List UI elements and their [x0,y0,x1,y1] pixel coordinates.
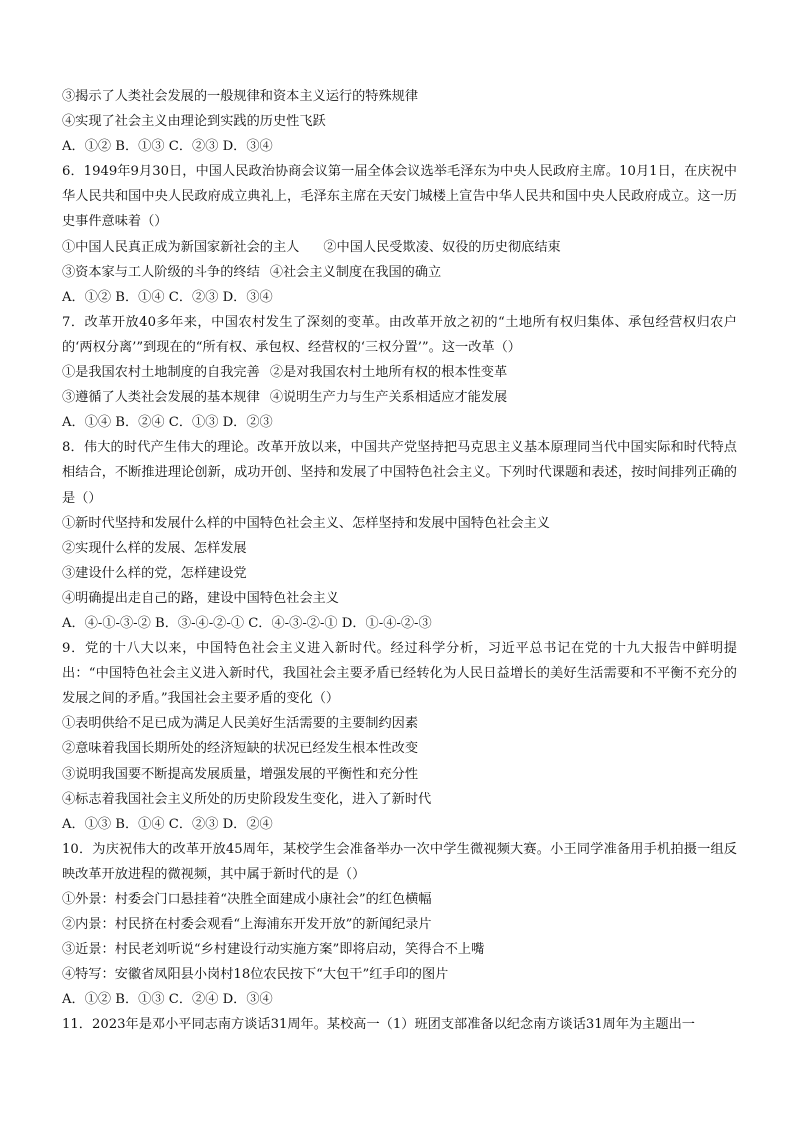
answer-choices: A．①③ B．①④ C．②③ D．②④ [62,816,273,832]
answer-choices: A．①④ B．②④ C．①③ D．②③ [62,415,273,431]
option-1: ①中国人民真正成为新国家新社会的主人 [62,239,300,255]
option-2: ②意味着我国长期所处的经济短缺的状况已经发生根本性改变 [62,741,419,757]
option-line: ③揭示了人类社会发展的一般规律和资本主义运行的特殊规律 [62,89,419,104]
answer-choices: A．①② B．①④ C．②③ D．③④ [62,289,273,305]
option-3: ③遵循了人类社会发展的基本规律 [62,390,260,406]
option-row [62,360,737,385]
option-3: ③近景：村民老刘听说“乡村建设行动实施方案”即将启动，笑得合不上嘴 [62,942,485,958]
option-1: ①表明供给不足已成为满足人民美好生活需要的主要制约因素 [62,716,419,732]
option-1: ①新时代坚持和发展什么样的中国特色社会主义、怎样坚持和发展中国特色社会主义 [62,515,550,531]
question-stem: 11．2023年是邓小平同志南方谈话31周年。某校高一（1）班团支部准备以纪念南方谈话31周年为主题出一 [62,1017,695,1033]
option-4: ④特写：安徽省凤阳县小岗村18位农民按下“大包干”红手印的图片 [62,967,449,983]
option-row [62,260,737,285]
option-line: ④实现了社会主义由理论到实践的历史性飞跃 [62,114,326,130]
option-3: ③资本家与工人阶级的斗争的终结 [62,264,260,280]
question-stem: 9．党的十八大以来，中国特色社会主义进入新时代。经过科学分析，习近平总书记在党的十九大报告中鲜明提出：“中国特色社会主义进入新时代，我国社会主要矛盾已经转化为人民日益增长的美好生活需要和不平衡不充分的发展之间的矛盾。”我国社会主要矛盾的变化（） [62,641,737,707]
question-6 [62,159,737,310]
option-4: ④社会主义制度在我国的确立 [269,264,442,280]
option-4: ④标志着我国社会主义所处的历史阶段发生变化，进入了新时代 [62,791,432,807]
question-stem: 8．伟大的时代产生伟大的理论。改革开放以来，中国共产党坚持把马克思主义基本原理同当代中国实际和时代特点相结合，不断推进理论创新，成功开创、坚持和发展了中国特色社会主义。下列时代课题和表述，按时间排列正确的是（） [62,440,737,506]
answer-choices: A．①② B．①③ C．②③ D．③④ [62,139,273,155]
option-4: ④说明生产力与生产关系相适应才能发展 [269,390,508,406]
option-3: ③说明我国要不断提高发展质量，增强发展的平衡性和充分性 [62,766,419,782]
question-10 [62,837,737,1013]
option-2: ②实现什么样的发展、怎样发展 [62,540,247,556]
question-11 [62,1012,737,1037]
answer-choices: A．①② B．①③ C．②④ D．③④ [62,992,273,1008]
question-7 [62,310,737,435]
answer-choices: A．④-①-③-② B．③-④-②-① C．④-③-②-① D．①-④-②-③ [62,615,432,631]
question-stem: 10．为庆祝伟大的改革开放45周年，某校学生会准备举办一次中学生微视频大赛。小王同学准备用手机拍摄一组反映改革开放进程的微视频，其中属于新时代的是（） [62,841,737,882]
option-2: ②内景：村民挤在村委会观看“上海浦东开发开放”的新闻纪录片 [62,917,432,933]
option-3: ③建设什么样的党，怎样建设党 [62,565,247,581]
exam-page [62,84,737,1038]
option-4: ④明确提出走自己的路，建设中国特色社会主义 [62,590,339,606]
option-1: ①是我国农村土地制度的自我完善 [62,365,260,381]
question-stem: 7．改革开放40多年来，中国农村发生了深刻的变革。由改革开放之初的“土地所有权归集体、承包经营权归农户的‘两权分离’”到现在的“所有权、承包权、经营权的‘三权分置’”。这一改革（） [62,314,737,355]
option-1: ①外景：村委会门口悬挂着“决胜全面建成小康社会”的红色横幅 [62,892,432,907]
question-9 [62,636,737,837]
question-stem: 6．1949年9月30日，中国人民政治协商会议第一届全体会议选举毛泽东为中央人民政府主席。10月1日，在庆祝中华人民共和国中央人民政府成立典礼上，毛泽东主席在天安门城楼上宣告中华人民共和国中央人民政府成立。这一历史事件意味着（） [62,164,737,230]
option-row [62,385,737,410]
option-2: ②中国人民受欺凌、奴役的历史彻底结束 [323,239,561,255]
question-8 [62,435,737,636]
option-row [62,235,737,260]
option-2: ②是对我国农村土地所有权的根本性变革 [269,365,508,381]
